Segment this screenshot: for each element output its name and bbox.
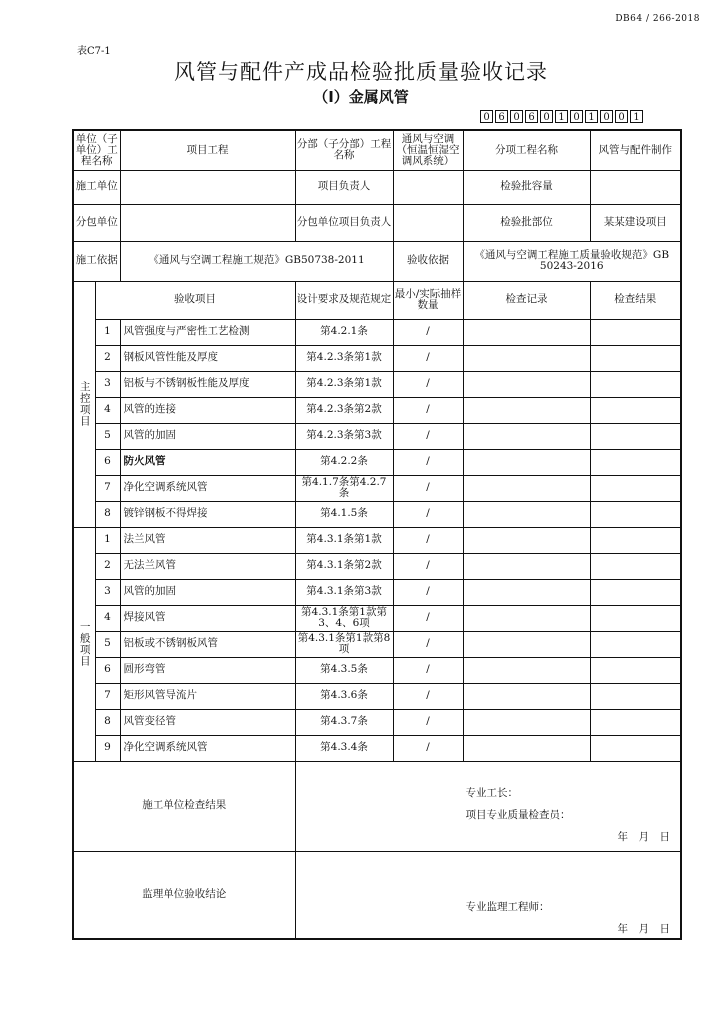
- item-sample[interactable]: /: [393, 657, 463, 683]
- item-sample[interactable]: /: [393, 475, 463, 501]
- code-digit: 0: [570, 110, 583, 123]
- item-number: 6: [95, 657, 120, 683]
- acceptance-basis-label: 验收依据: [393, 241, 463, 281]
- engineer-label: 专业监理工程师：: [465, 900, 550, 913]
- pm-value[interactable]: [393, 170, 463, 204]
- item-record[interactable]: [463, 553, 590, 579]
- item-record[interactable]: [463, 631, 590, 657]
- col-record: 检查记录: [463, 281, 590, 319]
- item-sample[interactable]: /: [393, 735, 463, 761]
- basis-label: 施工依据: [73, 241, 120, 281]
- code-digit: 6: [525, 110, 538, 123]
- construction-result-label-signature-area[interactable]: [295, 761, 681, 851]
- table-row: [73, 709, 681, 735]
- item-number: 7: [95, 475, 120, 501]
- item-record[interactable]: [463, 683, 590, 709]
- col-item: 验收项目: [95, 281, 295, 319]
- item-number: 9: [95, 735, 120, 761]
- item-result[interactable]: [590, 683, 681, 709]
- col-sample: 最小/实际抽样数量: [393, 281, 463, 319]
- item-sample[interactable]: /: [393, 423, 463, 449]
- item-result[interactable]: [590, 371, 681, 397]
- supervision-label-signature-area[interactable]: [295, 851, 681, 939]
- item-result[interactable]: [590, 605, 681, 631]
- construction-result-label: 施工单位检查结果: [73, 761, 295, 851]
- table-row: [73, 735, 681, 761]
- unit-label: 单位（子单位）工程名称: [73, 130, 120, 170]
- code-digit: 1: [630, 110, 643, 123]
- table-row: [73, 345, 681, 371]
- item-number: 3: [95, 579, 120, 605]
- capacity-label: 检验批容量: [463, 170, 590, 204]
- page-title: 风管与配件产成品检验批质量验收记录: [174, 60, 548, 84]
- item-spec: 第4.2.1条: [295, 319, 393, 345]
- main-group-label: 主控项目: [73, 281, 95, 527]
- item-sample[interactable]: /: [393, 319, 463, 345]
- table-row: [73, 397, 681, 423]
- item-result[interactable]: [590, 397, 681, 423]
- item-number: 5: [95, 631, 120, 657]
- construction-label: 施工单位: [73, 170, 120, 204]
- form-number: 表C7-1: [77, 46, 111, 57]
- table-row: [73, 579, 681, 605]
- item-sample[interactable]: /: [393, 449, 463, 475]
- item-sample[interactable]: /: [393, 631, 463, 657]
- location-value[interactable]: 某某建设项目: [590, 204, 681, 241]
- item-name: 风管强度与严密性工艺检测: [120, 319, 295, 345]
- item-spec: 第4.3.6条: [295, 683, 393, 709]
- record-table: [72, 129, 682, 940]
- item-sample[interactable]: /: [393, 709, 463, 735]
- item-spec: 第4.3.1条第2款: [295, 553, 393, 579]
- date-label: 年 月 日: [617, 922, 670, 935]
- item-result[interactable]: [590, 423, 681, 449]
- subitem-value[interactable]: 风管与配件制作: [590, 130, 681, 170]
- code-digit: 1: [555, 110, 568, 123]
- item-record[interactable]: [463, 527, 590, 553]
- supervision-label: 监理单位验收结论: [73, 851, 295, 939]
- table-row: [73, 449, 681, 475]
- item-record[interactable]: [463, 371, 590, 397]
- item-sample[interactable]: /: [393, 605, 463, 631]
- item-result[interactable]: [590, 709, 681, 735]
- item-spec: 第4.3.4条: [295, 735, 393, 761]
- code-digit: 0: [615, 110, 628, 123]
- item-spec: 第4.3.1条第1款第3、4、6项: [295, 605, 393, 631]
- item-result[interactable]: [590, 631, 681, 657]
- table-row: [73, 657, 681, 683]
- item-result[interactable]: [590, 553, 681, 579]
- division-label: 分部（子分部）工程名称: [295, 130, 393, 170]
- item-number: 5: [95, 423, 120, 449]
- code-digit: 0: [510, 110, 523, 123]
- sub-pm-value[interactable]: [393, 204, 463, 241]
- item-number: 8: [95, 709, 120, 735]
- item-name: 净化空调系统风管: [120, 475, 295, 501]
- item-number: 1: [95, 319, 120, 345]
- item-result[interactable]: [590, 449, 681, 475]
- table-row: [73, 553, 681, 579]
- col-design: 设计要求及规范规定: [295, 281, 393, 319]
- item-number: 3: [95, 371, 120, 397]
- item-name: 风管的连接: [120, 397, 295, 423]
- item-number: 1: [95, 527, 120, 553]
- table-row: [73, 475, 681, 501]
- table-row: [73, 371, 681, 397]
- item-number: 8: [95, 501, 120, 527]
- item-number: 4: [95, 397, 120, 423]
- item-result[interactable]: [590, 501, 681, 527]
- item-sample[interactable]: /: [393, 553, 463, 579]
- subcontract-label: 分包单位: [73, 204, 120, 241]
- subcontract-value[interactable]: [120, 204, 295, 241]
- item-name: 法兰风管: [120, 527, 295, 553]
- item-record[interactable]: [463, 319, 590, 345]
- item-result[interactable]: [590, 319, 681, 345]
- item-sample[interactable]: /: [393, 501, 463, 527]
- standard-number: DB64 / 266-2018: [615, 14, 700, 24]
- item-sample[interactable]: /: [393, 345, 463, 371]
- item-spec: 第4.3.1条第1款第8项: [295, 631, 393, 657]
- item-record[interactable]: [463, 657, 590, 683]
- item-spec: 第4.1.5条: [295, 501, 393, 527]
- item-spec: 第4.2.2条: [295, 449, 393, 475]
- item-number: 6: [95, 449, 120, 475]
- code-digit: 0: [600, 110, 613, 123]
- item-spec: 第4.2.3条第2款: [295, 397, 393, 423]
- item-spec: 第4.3.5条: [295, 657, 393, 683]
- item-number: 2: [95, 345, 120, 371]
- item-name: 圆形弯管: [120, 657, 295, 683]
- item-name: 无法兰风管: [120, 553, 295, 579]
- code-digit: 6: [495, 110, 508, 123]
- item-name: 风管的加固: [120, 423, 295, 449]
- foreman-label: 专业工长：: [465, 786, 518, 799]
- table-row: [73, 527, 681, 553]
- pm-label: 项目负责人: [295, 170, 393, 204]
- item-record[interactable]: [463, 735, 590, 761]
- item-number: 4: [95, 605, 120, 631]
- item-record[interactable]: [463, 709, 590, 735]
- item-name: 矩形风管导流片: [120, 683, 295, 709]
- item-spec: 第4.2.3条第1款: [295, 345, 393, 371]
- code-digit: 0: [480, 110, 493, 123]
- item-name: 风管变径管: [120, 709, 295, 735]
- date-label: 年 月 日: [617, 830, 670, 843]
- item-sample[interactable]: /: [393, 527, 463, 553]
- item-record[interactable]: [463, 345, 590, 371]
- item-result[interactable]: [590, 527, 681, 553]
- item-name: 焊接风管: [120, 605, 295, 631]
- item-sample[interactable]: /: [393, 397, 463, 423]
- item-record[interactable]: [463, 475, 590, 501]
- code-digit: 0: [540, 110, 553, 123]
- construction-value[interactable]: [120, 170, 295, 204]
- item-number: 2: [95, 553, 120, 579]
- capacity-value[interactable]: [590, 170, 681, 204]
- location-label: 检验批部位: [463, 204, 590, 241]
- item-result[interactable]: [590, 735, 681, 761]
- basis-value[interactable]: 《通风与空调工程施工规范》GB50738-2011: [120, 241, 393, 281]
- item-spec: 第4.3.1条第1款: [295, 527, 393, 553]
- item-record[interactable]: [463, 423, 590, 449]
- table-row: [73, 423, 681, 449]
- item-record[interactable]: [463, 605, 590, 631]
- code-digit: 1: [585, 110, 598, 123]
- col-result: 检查结果: [590, 281, 681, 319]
- item-sample[interactable]: /: [393, 579, 463, 605]
- item-name: 净化空调系统风管: [120, 735, 295, 761]
- sub-pm-label: 分包单位项目负责人: [295, 204, 393, 241]
- item-spec: 第4.1.7条第4.2.7条: [295, 475, 393, 501]
- table-row: [73, 501, 681, 527]
- subitem-label: 分项工程名称: [463, 130, 590, 170]
- acceptance-basis-value[interactable]: 《通风与空调工程施工质量验收规范》GB 50243-2016: [463, 241, 681, 281]
- item-record[interactable]: [463, 397, 590, 423]
- item-spec: 第4.3.7条: [295, 709, 393, 735]
- code-boxes: [478, 110, 643, 123]
- inspector-label: 项目专业质量检查员：: [465, 808, 571, 821]
- item-record[interactable]: [463, 501, 590, 527]
- item-name: 防火风管: [120, 449, 295, 475]
- item-spec: 第4.3.1条第3款: [295, 579, 393, 605]
- table-row: [73, 605, 681, 631]
- item-result[interactable]: [590, 579, 681, 605]
- unit-value[interactable]: 项目工程: [120, 130, 295, 170]
- item-record[interactable]: [463, 579, 590, 605]
- page-subtitle: （I）金属风管: [313, 88, 409, 106]
- table-row: [73, 631, 681, 657]
- item-name: 风管的加固: [120, 579, 295, 605]
- item-spec: 第4.2.3条第1款: [295, 371, 393, 397]
- item-sample[interactable]: /: [393, 683, 463, 709]
- table-row: [73, 319, 681, 345]
- item-number: 7: [95, 683, 120, 709]
- item-name: 镀锌钢板不得焊接: [120, 501, 295, 527]
- item-result[interactable]: [590, 657, 681, 683]
- item-name: 铝板与不锈钢板性能及厚度: [120, 371, 295, 397]
- item-spec: 第4.2.3条第3款: [295, 423, 393, 449]
- item-result[interactable]: [590, 345, 681, 371]
- division-value[interactable]: 通风与空调（恒温恒湿空调风系统）: [393, 130, 463, 170]
- table-row: [73, 683, 681, 709]
- item-result[interactable]: [590, 475, 681, 501]
- general-group-label: 一般项目: [73, 527, 95, 761]
- item-record[interactable]: [463, 449, 590, 475]
- item-sample[interactable]: /: [393, 371, 463, 397]
- item-name: 铝板或不锈钢板风管: [120, 631, 295, 657]
- item-name: 钢板风管性能及厚度: [120, 345, 295, 371]
